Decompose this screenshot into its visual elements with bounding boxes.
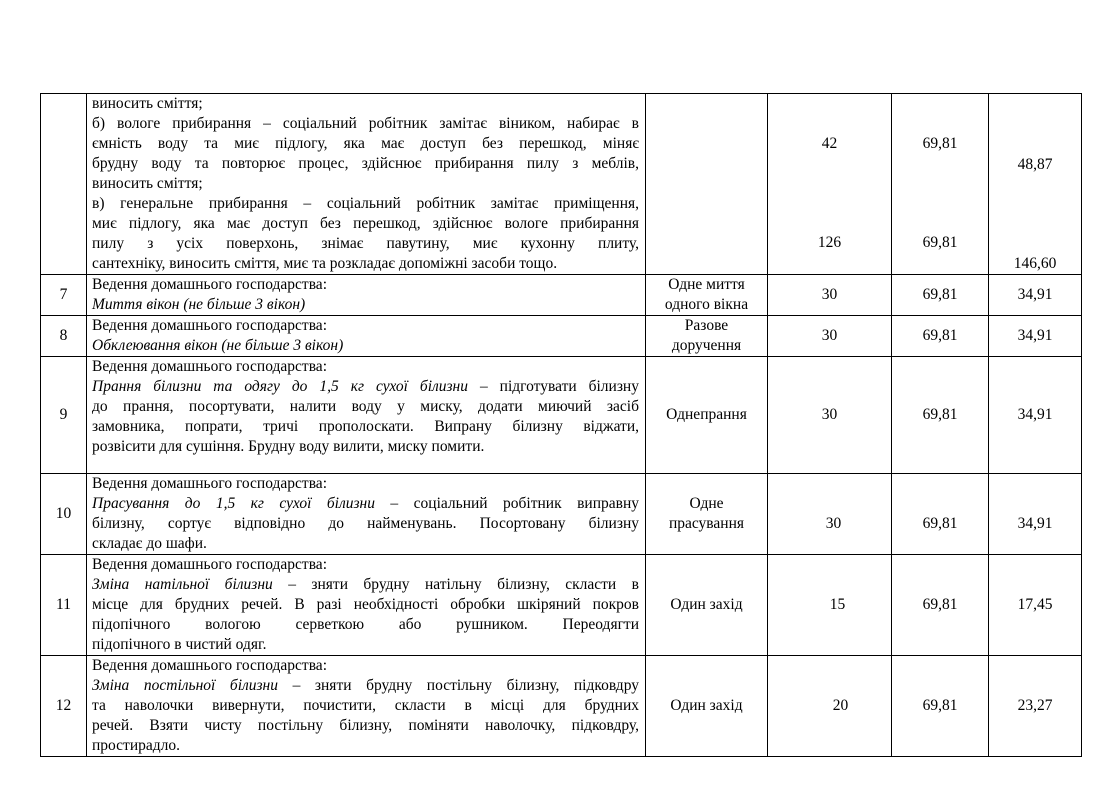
unit-line: доручення xyxy=(671,337,742,354)
description-text: – зняти брудну постільну білизну, підковдру xyxy=(278,677,639,694)
rate-cell: 69,81 xyxy=(892,474,989,555)
row-number-cell: 11 xyxy=(41,555,87,656)
description-heading: Ведення домашнього господарства: xyxy=(92,556,327,573)
description-heading: Ведення домашнього господарства: xyxy=(92,276,327,293)
time-cell: 15 xyxy=(768,555,892,656)
rate-cell: 69,81 xyxy=(892,357,989,474)
description-cell xyxy=(87,474,646,555)
rate-cell: 69,81 xyxy=(892,275,989,316)
description-line xyxy=(92,676,639,696)
time-cell xyxy=(768,94,892,275)
description-line: в) генеральне прибирання – соціальний робітник замітає приміщення, xyxy=(92,195,639,212)
description-line: пилу з усіх поверхонь, знімає павутину, миє кухонну плиту, xyxy=(92,235,639,252)
row-number-cell xyxy=(41,94,87,275)
rate-value-general: 69,81 xyxy=(922,234,958,251)
description-text: – підготувати білизну xyxy=(468,378,639,395)
description-heading: Ведення домашнього господарства: xyxy=(92,358,327,375)
description-line: білизну, сортує відповідно до найменувань. Посортовану білизну xyxy=(92,515,639,532)
description-line: замовника, попрати, тричі прополоскати. Випрану білизну віджати, xyxy=(92,418,639,435)
cost-value-general: 146,60 xyxy=(1013,255,1057,272)
service-name: Зміна натільної білизни xyxy=(92,576,273,593)
unit-cell xyxy=(646,656,768,757)
description-text: – зняти брудну натільну білизну, скласти в xyxy=(272,576,639,593)
rate-cell: 69,81 xyxy=(892,555,989,656)
row-number-cell: 7 xyxy=(41,275,87,316)
unit-line: Разове xyxy=(684,317,729,334)
description-cell xyxy=(87,94,646,275)
table-row xyxy=(41,94,1082,275)
table-row xyxy=(41,316,1082,357)
time-value-general: 126 xyxy=(817,234,842,251)
rate-value-wet: 69,81 xyxy=(922,135,958,152)
description-cell xyxy=(87,357,646,474)
description-line: виносить сміття; xyxy=(92,175,203,192)
time-value-wet: 42 xyxy=(821,135,838,152)
cost-cell: 34,91 xyxy=(989,316,1082,357)
table-row xyxy=(41,656,1082,757)
row-number-cell: 8 xyxy=(41,316,87,357)
unit-cell xyxy=(646,316,768,357)
time-cell: 30 xyxy=(768,474,892,555)
unit-cell xyxy=(646,555,768,656)
time-cell: 30 xyxy=(768,275,892,316)
unit-line: Один захід xyxy=(670,697,743,714)
description-line: підопічного вологою серветкою або рушником. Переодягти xyxy=(92,616,639,633)
description-line: брудну воду та повторює процес, здійснює прибирання пилу з меблів, xyxy=(92,155,639,172)
description-line: ємність воду та миє підлогу, яка має доступ без перешкод, міняє xyxy=(92,135,639,152)
description-line: речей. Взяти чисту постільну білизну, поміняти наволочку, підковдру, xyxy=(92,717,639,734)
row-number-cell: 10 xyxy=(41,474,87,555)
unit-line: Один захід xyxy=(670,596,743,613)
description-line: до прання, посортувати, налити воду у миску, додати миючий засіб xyxy=(92,398,639,415)
unit-cell xyxy=(646,474,768,555)
description-cell xyxy=(87,316,646,357)
description-line: складає до шафи. xyxy=(92,535,207,552)
unit-line: Одне xyxy=(689,495,724,512)
unit-line: Одне миття xyxy=(668,276,745,293)
description-heading: Ведення домашнього господарства: xyxy=(92,317,327,334)
cost-cell xyxy=(989,94,1082,275)
description-cell xyxy=(87,555,646,656)
table-row xyxy=(41,357,1082,474)
unit-cell xyxy=(646,275,768,316)
description-line: виносить сміття; xyxy=(92,95,203,112)
table-row xyxy=(41,555,1082,656)
description-line: сантехніку, виносить сміття, миє та розкладає допоміжні засоби тощо. xyxy=(92,255,558,272)
time-cell: 30 xyxy=(768,357,892,474)
cost-cell: 23,27 xyxy=(989,656,1082,757)
description-cell xyxy=(87,275,646,316)
unit-line: прасування xyxy=(668,515,745,532)
time-cell: 20 xyxy=(768,656,892,757)
description-line xyxy=(92,575,639,595)
rate-cell: 69,81 xyxy=(892,316,989,357)
description-cell xyxy=(87,656,646,757)
cost-value-wet: 48,87 xyxy=(1017,156,1053,173)
unit-cell xyxy=(646,357,768,474)
cost-cell: 34,91 xyxy=(989,357,1082,474)
description-line: та наволочки вивернути, почистити, скласти в місці для брудних xyxy=(92,697,639,714)
description-text: – соціальний робітник виправну xyxy=(374,495,639,512)
description-line xyxy=(92,494,639,514)
description-line: підопічного в чистий одяг. xyxy=(92,636,267,653)
description-heading: Ведення домашнього господарства: xyxy=(92,657,327,674)
unit-line: одного вікна xyxy=(664,296,749,313)
service-name: Миття вікон (не більше 3 вікон) xyxy=(92,296,306,313)
description-line: миє підлогу, яка має доступ без перешкод, здійснює вологе прибирання xyxy=(92,215,639,232)
description-line: місце для брудних речей. В разі необхідності обробки шкіряний покров xyxy=(92,596,639,613)
service-name: Прання білизни та одягу до 1,5 кг сухої білизни xyxy=(92,378,468,395)
unit-cell xyxy=(646,94,768,275)
cost-cell: 34,91 xyxy=(989,275,1082,316)
cost-cell: 17,45 xyxy=(989,555,1082,656)
rate-cell xyxy=(892,94,989,275)
row-number-cell: 12 xyxy=(41,656,87,757)
description-line: розвісити для сушіння. Брудну воду вилити, миску помити. xyxy=(92,438,485,455)
service-name: Зміна постільної білизни xyxy=(92,677,278,694)
description-line: простирадло. xyxy=(92,737,181,754)
rate-cell: 69,81 xyxy=(892,656,989,757)
time-cell: 30 xyxy=(768,316,892,357)
cost-cell: 34,91 xyxy=(989,474,1082,555)
table-row xyxy=(41,474,1082,555)
description-heading: Ведення домашнього господарства: xyxy=(92,475,327,492)
services-table xyxy=(40,93,1082,757)
description-line: б) вологе прибирання – соціальний робітник замітає віником, набирає в xyxy=(92,115,639,132)
unit-line: Однепрання xyxy=(666,406,747,423)
table-row xyxy=(41,275,1082,316)
service-name: Прасування до 1,5 кг сухої білизни xyxy=(92,495,375,512)
row-number-cell: 9 xyxy=(41,357,87,474)
service-name: Обклеювання вікон (не більше 3 вікон) xyxy=(92,337,344,354)
description-line xyxy=(92,377,639,397)
